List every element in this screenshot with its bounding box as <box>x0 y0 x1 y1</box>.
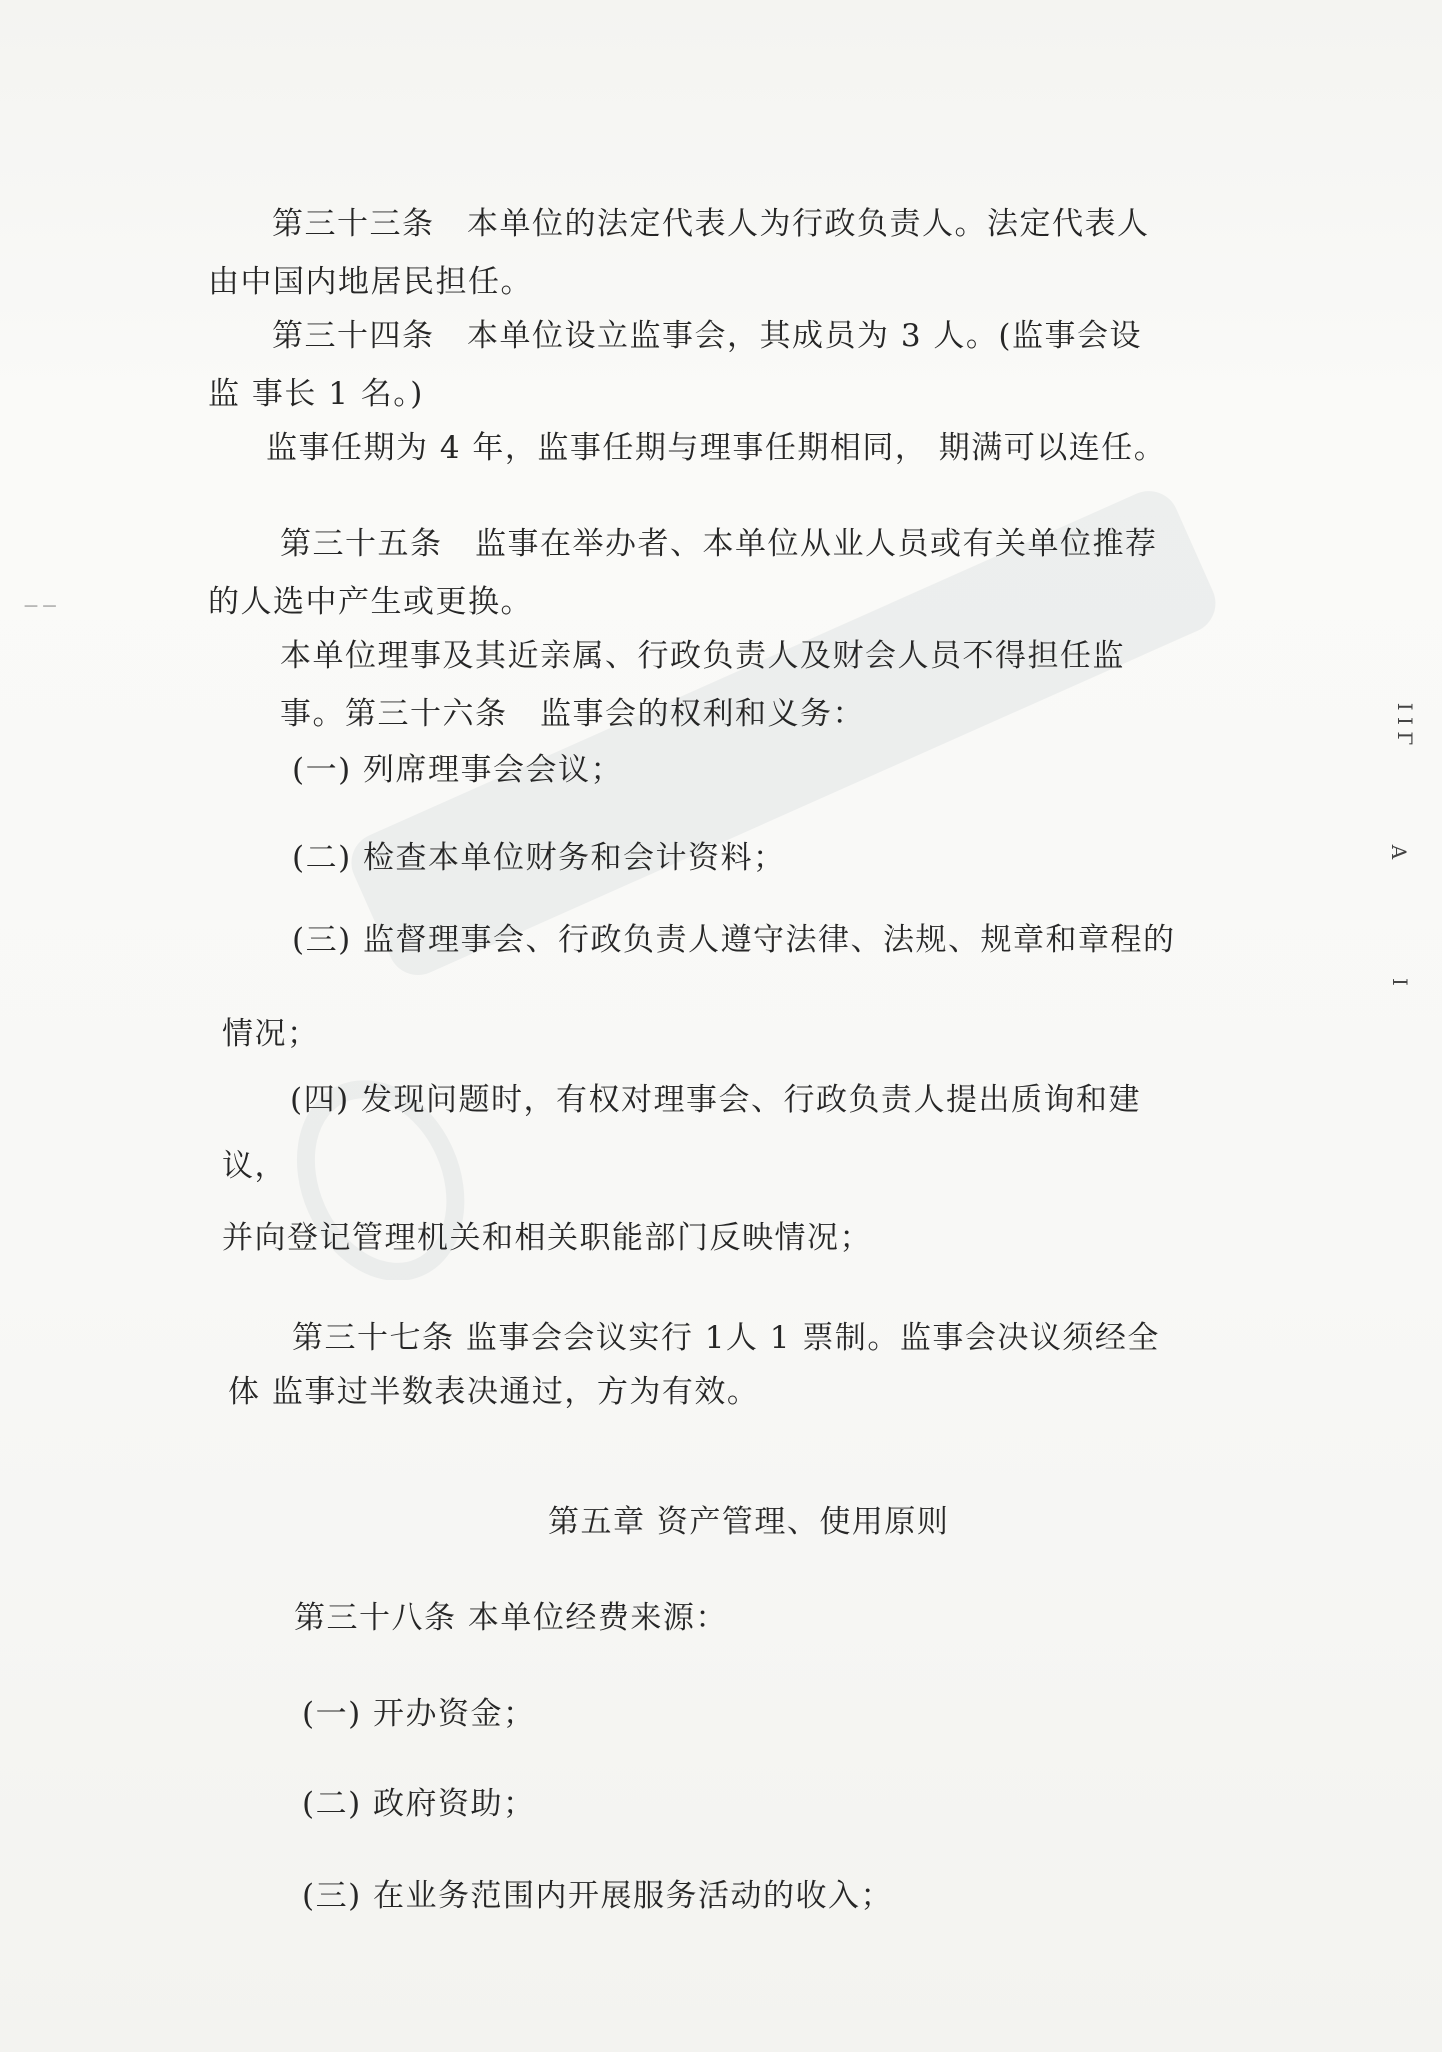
margin-mark: I I Γ <box>1393 702 1418 746</box>
article-37-text-cont: 体 监事过半数表决通过，方为有效。 <box>228 1374 760 1410</box>
list-item-3-cont: 情况； <box>222 1016 320 1052</box>
margin-mark: I <box>1387 978 1412 986</box>
list-item-4-cont: 议， <box>222 1148 287 1184</box>
funding-item-2: (二) 政府资助； <box>302 1786 536 1822</box>
margin-mark: A <box>1387 844 1412 860</box>
scan-artifact-mark: — — <box>24 598 57 614</box>
article-37-text: 第三十七条 监事会会议实行 1人 1 票制。监事会决议须经全 <box>292 1320 1160 1356</box>
article-34-text: 第三十四条 本单位设立监事会，其成员为 3 人。(监事会设 <box>272 318 1143 354</box>
article-33-text-cont: 由中国内地居民担任。 <box>208 264 533 300</box>
funding-item-3: (三) 在业务范围内开展服务活动的收入； <box>302 1878 894 1914</box>
watermark-logo-icon <box>150 380 1350 1280</box>
article-33-text: 第三十三条 本单位的法定代表人为行政负责人。法定代表人 <box>272 206 1150 242</box>
article-34-text-cont: 监 事长 1 名。) <box>208 376 424 412</box>
supervisor-restriction-text: 本单位理事及其近亲属、行政负责人及财会人员不得担任监 <box>280 638 1125 674</box>
article-38-text: 第三十八条 本单位经费来源： <box>294 1600 728 1636</box>
funding-item-1: (一) 开办资金； <box>302 1696 536 1732</box>
article-36-text: 事。第三十六条 监事会的权利和义务： <box>280 696 865 732</box>
list-item-4-cont-2: 并向登记管理机关和相关职能部门反映情况； <box>222 1220 872 1256</box>
article-35-text-cont: 的人选中产生或更换。 <box>208 584 533 620</box>
supervisor-term-text: 监事任期为 4 年，监事任期与理事任期相同， 期满可以连任。 <box>266 430 1167 466</box>
list-item-2: (二) 检查本单位财务和会计资料； <box>292 840 786 876</box>
list-item-4: (四) 发现问题时，有权对理事会、行政负责人提出质询和建 <box>290 1082 1142 1118</box>
list-item-1: (一) 列席理事会会议； <box>292 752 624 788</box>
chapter-5-heading: 第五章 资产管理、使用原则 <box>548 1504 950 1540</box>
list-item-3: (三) 监督理事会、行政负责人遵守法律、法规、规章和章程的 <box>292 922 1176 958</box>
article-35-text: 第三十五条 监事在举办者、本单位从业人员或有关单位推荐 <box>280 526 1158 562</box>
